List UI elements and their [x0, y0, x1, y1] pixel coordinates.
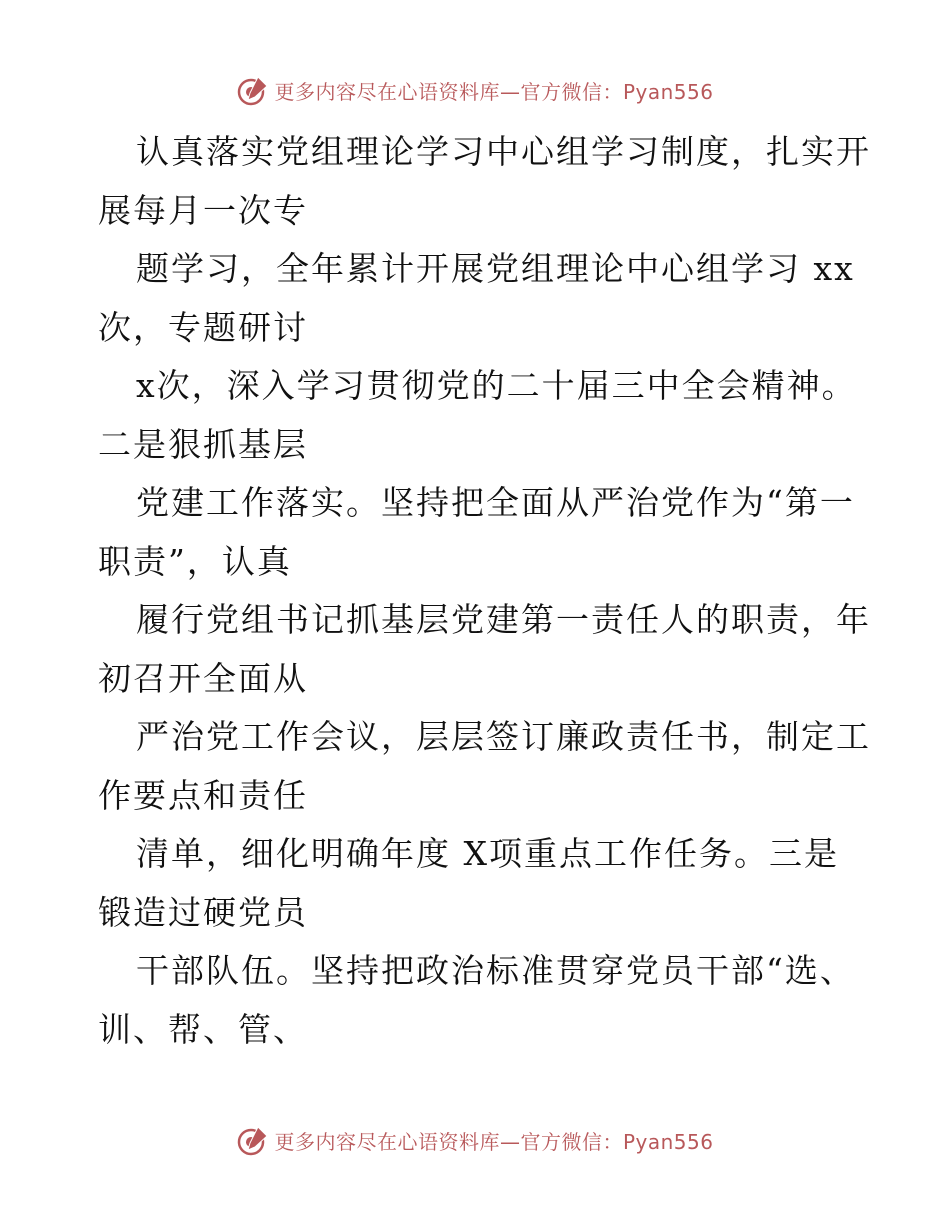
paragraph	[98, 942, 858, 1059]
paragraph	[98, 708, 871, 825]
document-body	[98, 123, 871, 1059]
paragraph-line: 认真落实党组理论学习中心组学习制度，扎实开	[136, 132, 871, 171]
paragraph	[98, 123, 871, 240]
paragraph-line: 二是狠抓基层	[98, 424, 308, 464]
watermark-text: 更多内容尽在心语资料库—官方微信：Pyan556	[274, 79, 714, 104]
paragraph-line: 党建工作落实。坚持把全面从严治党作为“第一	[136, 483, 855, 522]
paragraph-line: 作要点和责任	[98, 775, 308, 815]
pen-seal-icon	[236, 73, 270, 107]
paragraph-line: 题学习，全年累计开展党组理论中心组学习 xx	[136, 249, 855, 288]
paragraph-line: 次，专题研讨	[98, 307, 308, 347]
paragraph-line: 清单，细化明确年度 X项重点工作任务。三是	[136, 834, 839, 873]
paragraph	[98, 357, 858, 474]
pen-seal-icon	[236, 1123, 270, 1157]
watermark-text: 更多内容尽在心语资料库—官方微信：Pyan556	[274, 1129, 714, 1154]
paragraph-line: 干部队伍。坚持把政治标准贯穿党员干部“选、	[136, 951, 855, 990]
paragraph-line: x次，深入学习贯彻党的二十届三中全会精神。	[136, 366, 857, 405]
paragraph-line: 初召开全面从	[98, 658, 308, 698]
paragraph-line: 职责”，认真	[98, 541, 292, 581]
paragraph-line: 严治党工作会议，层层签订廉政责任书，制定工	[136, 717, 871, 756]
footer-watermark	[0, 1120, 950, 1160]
paragraph-line: 训、帮、管、	[98, 1009, 308, 1049]
paragraph	[98, 825, 858, 942]
header-watermark	[0, 70, 950, 110]
paragraph-line: 展每月一次专	[98, 190, 308, 230]
paragraph	[98, 240, 858, 357]
paragraph	[98, 591, 871, 708]
paragraph-line: 锻造过硬党员	[98, 892, 308, 932]
paragraph	[98, 474, 858, 591]
paragraph-line: 履行党组书记抓基层党建第一责任人的职责，年	[136, 600, 871, 639]
